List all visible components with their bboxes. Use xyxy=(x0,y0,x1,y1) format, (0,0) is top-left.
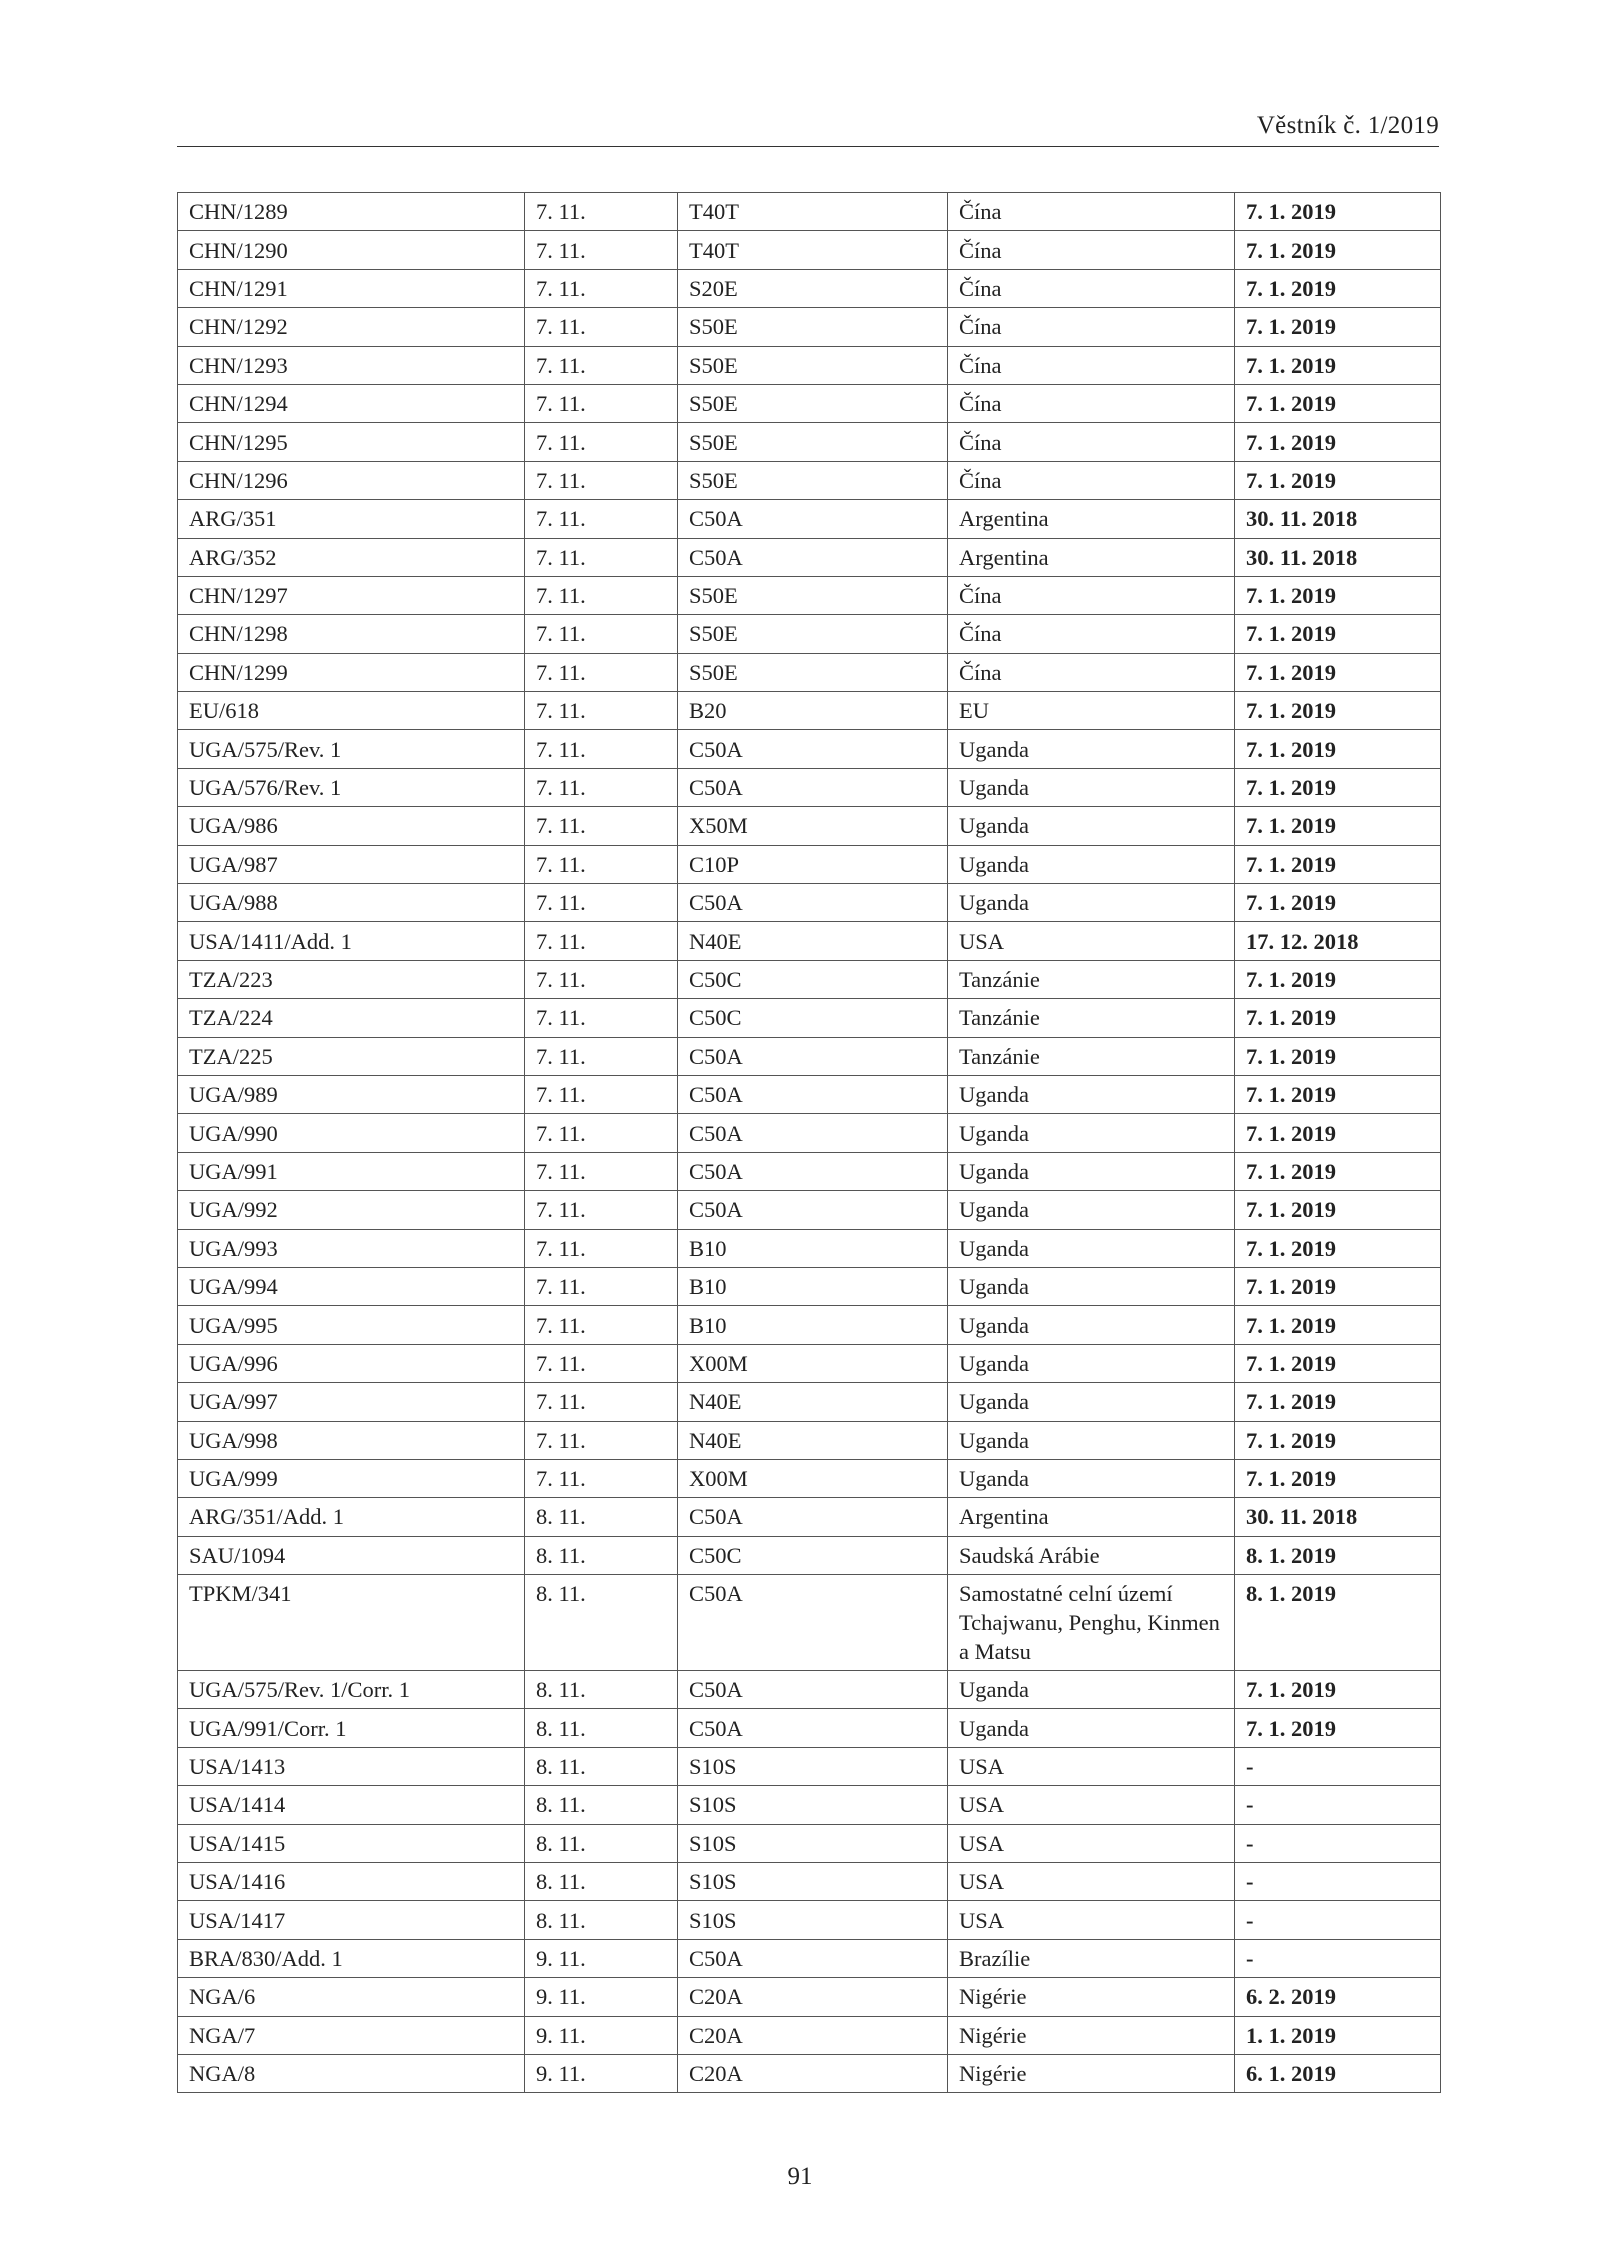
country-cell: Uganda xyxy=(948,1709,1235,1747)
table-row xyxy=(178,884,1441,922)
country-cell: Tanzánie xyxy=(948,960,1235,998)
country-cell: Saudská Arábie xyxy=(948,1536,1235,1574)
code-cell: C50A xyxy=(678,1191,948,1229)
header-title: Věstník č. 1/2019 xyxy=(1256,112,1439,139)
table-row xyxy=(178,1863,1441,1901)
code-cell: X00M xyxy=(678,1344,948,1382)
code-cell: X00M xyxy=(678,1459,948,1497)
date-cell: 7. 11. xyxy=(525,1459,678,1497)
document-id-cell: CHN/1291 xyxy=(178,269,525,307)
deadline-cell: 7. 1. 2019 xyxy=(1235,1114,1441,1152)
date-cell: 7. 11. xyxy=(525,692,678,730)
date-cell: 8. 11. xyxy=(525,1536,678,1574)
code-cell: C50C xyxy=(678,1536,948,1574)
code-cell: S50E xyxy=(678,576,948,614)
date-cell: 8. 11. xyxy=(525,1498,678,1536)
table-row xyxy=(178,1459,1441,1497)
table-row xyxy=(178,1786,1441,1824)
code-cell: C50A xyxy=(678,1671,948,1709)
country-cell: Uganda xyxy=(948,1306,1235,1344)
document-id-cell: TPKM/341 xyxy=(178,1575,525,1671)
document-id-cell: CHN/1294 xyxy=(178,384,525,422)
code-cell: B10 xyxy=(678,1306,948,1344)
document-id-cell: CHN/1289 xyxy=(178,193,525,231)
deadline-cell: 7. 1. 2019 xyxy=(1235,231,1441,269)
document-id-cell: USA/1411/Add. 1 xyxy=(178,922,525,960)
date-cell: 7. 11. xyxy=(525,576,678,614)
country-cell: Samostatné celní území Tchajwanu, Penghu, Kinmen a Matsu xyxy=(948,1575,1235,1671)
code-cell: C50A xyxy=(678,1037,948,1075)
deadline-cell: 30. 11. 2018 xyxy=(1235,1498,1441,1536)
notification-table xyxy=(177,192,1441,2093)
code-cell: C10P xyxy=(678,845,948,883)
document-id-cell: UGA/994 xyxy=(178,1267,525,1305)
date-cell: 7. 11. xyxy=(525,884,678,922)
country-cell: Čína xyxy=(948,231,1235,269)
deadline-cell: 7. 1. 2019 xyxy=(1235,845,1441,883)
date-cell: 7. 11. xyxy=(525,461,678,499)
table-row xyxy=(178,1901,1441,1939)
document-id-cell: NGA/8 xyxy=(178,2054,525,2092)
code-cell: C50A xyxy=(678,768,948,806)
table-row xyxy=(178,730,1441,768)
document-id-cell: USA/1413 xyxy=(178,1747,525,1785)
deadline-cell: - xyxy=(1235,1824,1441,1862)
table-body xyxy=(178,193,1441,2093)
table-row xyxy=(178,960,1441,998)
table-row xyxy=(178,193,1441,231)
country-cell: USA xyxy=(948,1824,1235,1862)
date-cell: 8. 11. xyxy=(525,1824,678,1862)
page-header xyxy=(177,108,1439,147)
document-id-cell: USA/1414 xyxy=(178,1786,525,1824)
country-cell: Nigérie xyxy=(948,2054,1235,2092)
date-cell: 7. 11. xyxy=(525,1114,678,1152)
country-cell: Tanzánie xyxy=(948,999,1235,1037)
country-cell: Uganda xyxy=(948,1459,1235,1497)
document-id-cell: TZA/223 xyxy=(178,960,525,998)
document-id-cell: UGA/576/Rev. 1 xyxy=(178,768,525,806)
document-id-cell: UGA/998 xyxy=(178,1421,525,1459)
country-cell: Tanzánie xyxy=(948,1037,1235,1075)
document-id-cell: BRA/830/Add. 1 xyxy=(178,1939,525,1977)
date-cell: 7. 11. xyxy=(525,500,678,538)
country-cell: Uganda xyxy=(948,768,1235,806)
date-cell: 8. 11. xyxy=(525,1709,678,1747)
code-cell: S50E xyxy=(678,653,948,691)
country-cell: Uganda xyxy=(948,807,1235,845)
document-id-cell: CHN/1292 xyxy=(178,308,525,346)
date-cell: 7. 11. xyxy=(525,1075,678,1113)
deadline-cell: 30. 11. 2018 xyxy=(1235,538,1441,576)
document-id-cell: ARG/351 xyxy=(178,500,525,538)
date-cell: 7. 11. xyxy=(525,1152,678,1190)
date-cell: 7. 11. xyxy=(525,1229,678,1267)
country-cell: Argentina xyxy=(948,538,1235,576)
deadline-cell: 7. 1. 2019 xyxy=(1235,576,1441,614)
deadline-cell: 1. 1. 2019 xyxy=(1235,2016,1441,2054)
date-cell: 7. 11. xyxy=(525,1191,678,1229)
date-cell: 7. 11. xyxy=(525,346,678,384)
country-cell: USA xyxy=(948,1901,1235,1939)
country-cell: Čína xyxy=(948,308,1235,346)
code-cell: C20A xyxy=(678,2054,948,2092)
table-row xyxy=(178,2054,1441,2092)
country-cell: Nigérie xyxy=(948,2016,1235,2054)
table-row xyxy=(178,384,1441,422)
document-id-cell: UGA/991/Corr. 1 xyxy=(178,1709,525,1747)
table-row xyxy=(178,1114,1441,1152)
country-cell: USA xyxy=(948,1786,1235,1824)
date-cell: 9. 11. xyxy=(525,2016,678,2054)
deadline-cell: 7. 1. 2019 xyxy=(1235,346,1441,384)
table-row xyxy=(178,500,1441,538)
document-id-cell: UGA/575/Rev. 1/Corr. 1 xyxy=(178,1671,525,1709)
code-cell: C50A xyxy=(678,1075,948,1113)
deadline-cell: 8. 1. 2019 xyxy=(1235,1536,1441,1574)
table-row xyxy=(178,615,1441,653)
date-cell: 7. 11. xyxy=(525,1344,678,1382)
document-id-cell: NGA/6 xyxy=(178,1978,525,2016)
table-row xyxy=(178,538,1441,576)
deadline-cell: 7. 1. 2019 xyxy=(1235,193,1441,231)
table-row xyxy=(178,922,1441,960)
date-cell: 7. 11. xyxy=(525,231,678,269)
page-number: 91 xyxy=(787,2163,813,2190)
code-cell: S10S xyxy=(678,1747,948,1785)
country-cell: Uganda xyxy=(948,1152,1235,1190)
date-cell: 8. 11. xyxy=(525,1671,678,1709)
code-cell: C50A xyxy=(678,1498,948,1536)
code-cell: S10S xyxy=(678,1786,948,1824)
code-cell: C20A xyxy=(678,1978,948,2016)
table-row xyxy=(178,576,1441,614)
date-cell: 7. 11. xyxy=(525,1421,678,1459)
deadline-cell: 7. 1. 2019 xyxy=(1235,1306,1441,1344)
country-cell: Uganda xyxy=(948,845,1235,883)
table-row xyxy=(178,1344,1441,1382)
deadline-cell: 7. 1. 2019 xyxy=(1235,423,1441,461)
table-row xyxy=(178,269,1441,307)
deadline-cell: 7. 1. 2019 xyxy=(1235,768,1441,806)
country-cell: Čína xyxy=(948,384,1235,422)
code-cell: C50A xyxy=(678,1152,948,1190)
date-cell: 7. 11. xyxy=(525,1037,678,1075)
country-cell: USA xyxy=(948,1863,1235,1901)
document-id-cell: UGA/988 xyxy=(178,884,525,922)
document-id-cell: UGA/997 xyxy=(178,1383,525,1421)
country-cell: Uganda xyxy=(948,1671,1235,1709)
code-cell: C50C xyxy=(678,999,948,1037)
table-row xyxy=(178,1075,1441,1113)
date-cell: 9. 11. xyxy=(525,1939,678,1977)
document-id-cell: USA/1416 xyxy=(178,1863,525,1901)
table-row xyxy=(178,1978,1441,2016)
deadline-cell: 7. 1. 2019 xyxy=(1235,615,1441,653)
country-cell: USA xyxy=(948,922,1235,960)
code-cell: T40T xyxy=(678,193,948,231)
country-cell: Čína xyxy=(948,423,1235,461)
date-cell: 7. 11. xyxy=(525,193,678,231)
document-id-cell: UGA/987 xyxy=(178,845,525,883)
country-cell: Čína xyxy=(948,269,1235,307)
deadline-cell: 7. 1. 2019 xyxy=(1235,960,1441,998)
table-row xyxy=(178,999,1441,1037)
table-row xyxy=(178,845,1441,883)
document-id-cell: CHN/1297 xyxy=(178,576,525,614)
document-id-cell: ARG/351/Add. 1 xyxy=(178,1498,525,1536)
code-cell: S10S xyxy=(678,1901,948,1939)
document-id-cell: CHN/1299 xyxy=(178,653,525,691)
code-cell: S50E xyxy=(678,308,948,346)
document-id-cell: UGA/995 xyxy=(178,1306,525,1344)
deadline-cell: 17. 12. 2018 xyxy=(1235,922,1441,960)
date-cell: 7. 11. xyxy=(525,960,678,998)
deadline-cell: 7. 1. 2019 xyxy=(1235,461,1441,499)
table-row xyxy=(178,1575,1441,1671)
table-row xyxy=(178,653,1441,691)
country-cell: EU xyxy=(948,692,1235,730)
deadline-cell: 8. 1. 2019 xyxy=(1235,1575,1441,1671)
code-cell: C50A xyxy=(678,538,948,576)
deadline-cell: 7. 1. 2019 xyxy=(1235,1037,1441,1075)
country-cell: Uganda xyxy=(948,1421,1235,1459)
country-cell: Čína xyxy=(948,461,1235,499)
deadline-cell: - xyxy=(1235,1786,1441,1824)
country-cell: Čína xyxy=(948,653,1235,691)
deadline-cell: - xyxy=(1235,1863,1441,1901)
table-row xyxy=(178,768,1441,806)
document-id-cell: TZA/225 xyxy=(178,1037,525,1075)
table-row xyxy=(178,423,1441,461)
deadline-cell: - xyxy=(1235,1901,1441,1939)
country-cell: Uganda xyxy=(948,1114,1235,1152)
code-cell: C50A xyxy=(678,500,948,538)
deadline-cell: 7. 1. 2019 xyxy=(1235,1152,1441,1190)
date-cell: 8. 11. xyxy=(525,1863,678,1901)
code-cell: C50A xyxy=(678,1575,948,1671)
table-row xyxy=(178,1747,1441,1785)
date-cell: 7. 11. xyxy=(525,1383,678,1421)
code-cell: C50A xyxy=(678,1114,948,1152)
date-cell: 7. 11. xyxy=(525,653,678,691)
date-cell: 7. 11. xyxy=(525,308,678,346)
deadline-cell: 30. 11. 2018 xyxy=(1235,500,1441,538)
document-id-cell: CHN/1298 xyxy=(178,615,525,653)
document-id-cell: NGA/7 xyxy=(178,2016,525,2054)
code-cell: S50E xyxy=(678,384,948,422)
country-cell: Argentina xyxy=(948,1498,1235,1536)
country-cell: Uganda xyxy=(948,1267,1235,1305)
table-row xyxy=(178,692,1441,730)
country-cell: Brazílie xyxy=(948,1939,1235,1977)
table-row xyxy=(178,308,1441,346)
date-cell: 7. 11. xyxy=(525,730,678,768)
code-cell: C20A xyxy=(678,2016,948,2054)
country-cell: Uganda xyxy=(948,730,1235,768)
deadline-cell: - xyxy=(1235,1939,1441,1977)
country-cell: Uganda xyxy=(948,1075,1235,1113)
document-id-cell: UGA/992 xyxy=(178,1191,525,1229)
country-cell: Uganda xyxy=(948,1383,1235,1421)
country-cell: Uganda xyxy=(948,1191,1235,1229)
document-id-cell: CHN/1295 xyxy=(178,423,525,461)
code-cell: C50C xyxy=(678,960,948,998)
deadline-cell: 7. 1. 2019 xyxy=(1235,1075,1441,1113)
table-row xyxy=(178,1824,1441,1862)
date-cell: 7. 11. xyxy=(525,807,678,845)
deadline-cell: 7. 1. 2019 xyxy=(1235,692,1441,730)
country-cell: Čína xyxy=(948,615,1235,653)
table-row xyxy=(178,1037,1441,1075)
table-row xyxy=(178,231,1441,269)
code-cell: S10S xyxy=(678,1863,948,1901)
document-id-cell: USA/1417 xyxy=(178,1901,525,1939)
deadline-cell: 7. 1. 2019 xyxy=(1235,1191,1441,1229)
code-cell: S10S xyxy=(678,1824,948,1862)
table-row xyxy=(178,1267,1441,1305)
date-cell: 7. 11. xyxy=(525,1267,678,1305)
code-cell: C50A xyxy=(678,1939,948,1977)
document-id-cell: UGA/575/Rev. 1 xyxy=(178,730,525,768)
date-cell: 7. 11. xyxy=(525,269,678,307)
code-cell: B10 xyxy=(678,1267,948,1305)
table-row xyxy=(178,1536,1441,1574)
document-id-cell: UGA/989 xyxy=(178,1075,525,1113)
code-cell: S20E xyxy=(678,269,948,307)
code-cell: S50E xyxy=(678,346,948,384)
date-cell: 7. 11. xyxy=(525,615,678,653)
deadline-cell: 6. 2. 2019 xyxy=(1235,1978,1441,2016)
document-id-cell: UGA/999 xyxy=(178,1459,525,1497)
country-cell: Čína xyxy=(948,346,1235,384)
deadline-cell: 7. 1. 2019 xyxy=(1235,730,1441,768)
date-cell: 8. 11. xyxy=(525,1747,678,1785)
country-cell: Nigérie xyxy=(948,1978,1235,2016)
date-cell: 7. 11. xyxy=(525,538,678,576)
document-id-cell: TZA/224 xyxy=(178,999,525,1037)
date-cell: 8. 11. xyxy=(525,1901,678,1939)
code-cell: T40T xyxy=(678,231,948,269)
deadline-cell: - xyxy=(1235,1747,1441,1785)
country-cell: Uganda xyxy=(948,1344,1235,1382)
date-cell: 7. 11. xyxy=(525,1306,678,1344)
table-row xyxy=(178,1152,1441,1190)
code-cell: B20 xyxy=(678,692,948,730)
date-cell: 9. 11. xyxy=(525,2054,678,2092)
date-cell: 7. 11. xyxy=(525,423,678,461)
table-row xyxy=(178,2016,1441,2054)
country-cell: Uganda xyxy=(948,1229,1235,1267)
document-id-cell: USA/1415 xyxy=(178,1824,525,1862)
date-cell: 8. 11. xyxy=(525,1575,678,1671)
code-cell: N40E xyxy=(678,1421,948,1459)
deadline-cell: 7. 1. 2019 xyxy=(1235,1671,1441,1709)
document-id-cell: UGA/993 xyxy=(178,1229,525,1267)
deadline-cell: 7. 1. 2019 xyxy=(1235,269,1441,307)
deadline-cell: 7. 1. 2019 xyxy=(1235,384,1441,422)
document-id-cell: CHN/1293 xyxy=(178,346,525,384)
deadline-cell: 7. 1. 2019 xyxy=(1235,1709,1441,1747)
document-id-cell: UGA/986 xyxy=(178,807,525,845)
deadline-cell: 7. 1. 2019 xyxy=(1235,1344,1441,1382)
table-row xyxy=(178,346,1441,384)
code-cell: S50E xyxy=(678,423,948,461)
date-cell: 7. 11. xyxy=(525,922,678,960)
table-row xyxy=(178,1671,1441,1709)
table-row xyxy=(178,1191,1441,1229)
deadline-cell: 7. 1. 2019 xyxy=(1235,807,1441,845)
country-cell: Argentina xyxy=(948,500,1235,538)
table-row xyxy=(178,1939,1441,1977)
code-cell: N40E xyxy=(678,1383,948,1421)
table-row xyxy=(178,1306,1441,1344)
country-cell: Uganda xyxy=(948,884,1235,922)
table-row xyxy=(178,1421,1441,1459)
document-id-cell: ARG/352 xyxy=(178,538,525,576)
country-cell: USA xyxy=(948,1747,1235,1785)
table-row xyxy=(178,1229,1441,1267)
deadline-cell: 6. 1. 2019 xyxy=(1235,2054,1441,2092)
table-row xyxy=(178,461,1441,499)
document-id-cell: SAU/1094 xyxy=(178,1536,525,1574)
deadline-cell: 7. 1. 2019 xyxy=(1235,308,1441,346)
deadline-cell: 7. 1. 2019 xyxy=(1235,1383,1441,1421)
date-cell: 7. 11. xyxy=(525,845,678,883)
code-cell: C50A xyxy=(678,884,948,922)
code-cell: C50A xyxy=(678,730,948,768)
deadline-cell: 7. 1. 2019 xyxy=(1235,1421,1441,1459)
deadline-cell: 7. 1. 2019 xyxy=(1235,999,1441,1037)
table-row xyxy=(178,1498,1441,1536)
deadline-cell: 7. 1. 2019 xyxy=(1235,884,1441,922)
code-cell: C50A xyxy=(678,1709,948,1747)
document-id-cell: CHN/1296 xyxy=(178,461,525,499)
table-row xyxy=(178,807,1441,845)
table-row xyxy=(178,1709,1441,1747)
code-cell: N40E xyxy=(678,922,948,960)
code-cell: B10 xyxy=(678,1229,948,1267)
code-cell: S50E xyxy=(678,461,948,499)
document-id-cell: UGA/990 xyxy=(178,1114,525,1152)
document-id-cell: UGA/996 xyxy=(178,1344,525,1382)
deadline-cell: 7. 1. 2019 xyxy=(1235,1267,1441,1305)
country-cell: Čína xyxy=(948,576,1235,614)
country-cell: Čína xyxy=(948,193,1235,231)
table-row xyxy=(178,1383,1441,1421)
document-id-cell: CHN/1290 xyxy=(178,231,525,269)
date-cell: 7. 11. xyxy=(525,999,678,1037)
date-cell: 9. 11. xyxy=(525,1978,678,2016)
document-id-cell: EU/618 xyxy=(178,692,525,730)
date-cell: 7. 11. xyxy=(525,384,678,422)
code-cell: S50E xyxy=(678,615,948,653)
date-cell: 7. 11. xyxy=(525,768,678,806)
code-cell: X50M xyxy=(678,807,948,845)
date-cell: 8. 11. xyxy=(525,1786,678,1824)
deadline-cell: 7. 1. 2019 xyxy=(1235,1229,1441,1267)
document-id-cell: UGA/991 xyxy=(178,1152,525,1190)
deadline-cell: 7. 1. 2019 xyxy=(1235,1459,1441,1497)
deadline-cell: 7. 1. 2019 xyxy=(1235,653,1441,691)
